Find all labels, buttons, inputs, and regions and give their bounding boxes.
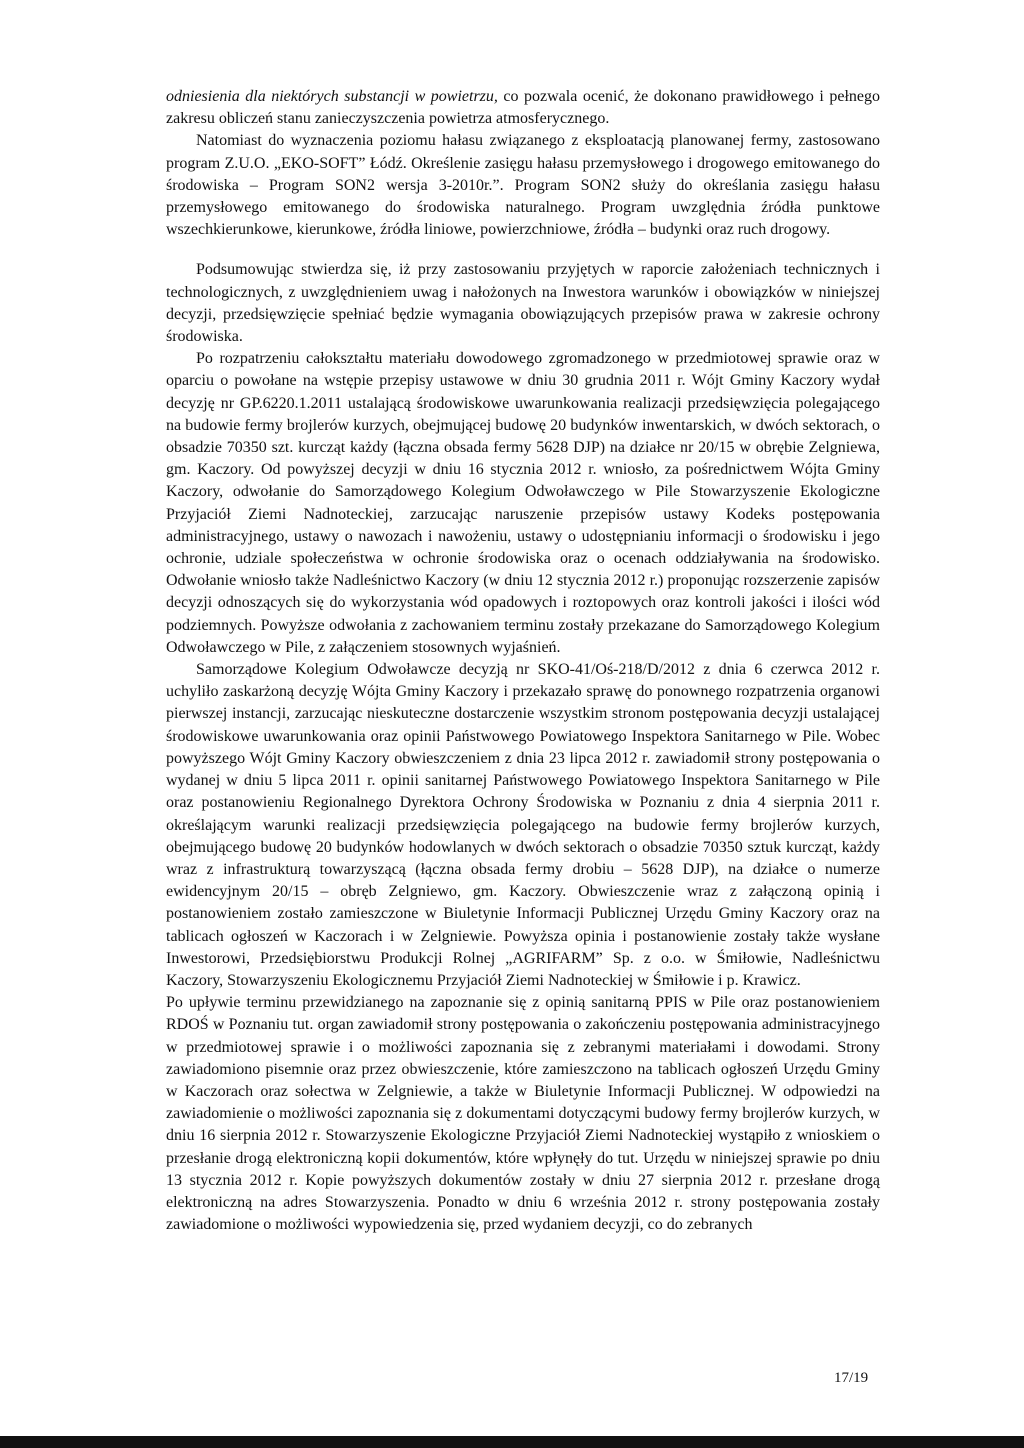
paragraph-decision-appeal: Po rozpatrzeniu całokształtu materiału dowodowego zgromadzonego w przedmiotowej sprawie oraz w oparciu o powołane na wstępie przepisy ustawowe w dniu 30 grudnia 2011 r. Wójt Gminy Kaczory wydał decyzję nr GP.6220.1.2011 ustalającą środowiskowe uwarunkowania realizacji przedsięwzięcia polegającego na budowie fermy brojlerów kurzych, obejmującej budowę 20 budynków inwentarskich, w dwóch sektorach, o obsadzie 70350 szt. kurcząt każdy (łączna obsada fermy 5628 DJP) na działce nr 20/15 w obrębie Zelgniewa, gm. Kaczory. Od powyższej decyzji w dniu 16 stycznia 2012 r. wniosło, za pośrednictwem Wójta Gminy Kaczory, odwołanie do Samorządowego Kolegium Odwoławczego w Pile Stowarzyszenie Ekologiczne Przyjaciół Ziemi Nadnoteckiej, zarzucając naruszenie przepisów ustawy Kodeks postępowania administracyjnego, ustawy o nawozach i nawożeniu, ustawy o udostępnianiu informacji o środowisku i jego ochronie, udziale społeczeństwa w ochronie środowiska oraz o ocenach oddziaływania na środowisko. Odwołanie wniosło także Nadleśnictwo Kaczory (w dniu 12 stycznia 2012 r.) proponując rozszerzenie zapisów decyzji odnoszących się do wykorzystania wód opadowych i roztopowych oraz kontroli jakości i ilości wód podziemnych. Powyższe odwołania z zachowaniem terminu zostały przekazane do Samorządowego Kolegium Odwoławczego w Pile, z załączeniem stosownych wyjaśnień. (166, 350, 880, 656)
italic-lead-text: odniesienia dla niektórych substancji w powietrzu, (166, 88, 498, 105)
paragraph-text: co pozwala ocenić, że dokonano prawidłowego i pełnego zakresu obliczeń stanu zanieczyszczenia powietrza atmosferycznego. (166, 88, 880, 128)
page-number: 17/19 (834, 1370, 869, 1386)
document-body (166, 86, 880, 1236)
paragraph-sko-decision: Samorządowe Kolegium Odwoławcze decyzją nr SKO-41/Oś-218/D/2012 z dnia 6 czerwca 2012 r. uchyliło zaskarżoną decyzję Wójta Gminy Kaczory i przekazało sprawę do ponownego rozpatrzenia organowi pierwszej instancji, zarzucając nieskuteczne dostarczenie wszystkim stronom postępowania decyzji ustalającej środowiskowe uwarunkowania oraz opinii Państwowego Powiatowego Inspektora Sanitarnego w Pile. Wobec powyższego Wójt Gminy Kaczory obwieszczeniem z dnia 23 lipca 2012 r. zawiadomił strony postępowania o wydanej w dniu 5 lipca 2011 r. opinii sanitarnej Państwowego Powiatowego Inspektora Sanitarnego w Pile oraz postanowieniu Regionalnego Dyrektora Ochrony Środowiska w Poznaniu z dnia 4 sierpnia 2011 r. określającym warunki realizacji przedsięwzięcia polegającego na budowie fermy brojlerów kurzych, obejmującego budowę 20 budynków hodowlanych w dwóch sektorach o obsadzie 70350 sztuk kurcząt, każdy wraz z infrastrukturą towarzyszącą (łączna obsada fermy drobiu – 5628 DJP), na działce o numerze ewidencyjnym 20/15 – obręb Zelgniewo, gm. Kaczory. Obwieszczenie wraz z załączoną opinią i postanowieniem zostało zamieszczone w Biuletynie Informacji Publicznej Urzędu Gminy Kaczory oraz na tablicach ogłoszeń w Kaczorach i w Zelgniewie. Powyższa opinia i postanowienie zostały także wysłane Inwestorowi, Przedsiębiorstwu Produkcji Rolnej „AGRIFARM” Sp. z o.o. w Śmiłowie, Nadleśnictwu Kaczory, Stowarzyszeniu Ekologicznemu Przyjaciół Ziemi Nadnoteckiej w Śmiłowie i p. Krawicz. (166, 661, 880, 989)
scan-border (0, 1436, 1024, 1448)
paragraph-summary: Podsumowując stwierdza się, iż przy zastosowaniu przyjętych w raporcie założeniach technicznych i technologicznych, z uwzględnieniem uwag i nałożonych na Inwestora warunków i obowiązków w niniejszej decyzji, przedsięwzięcie spełniać będzie wymagania obowiązujących przepisów prawa w zakresie ochrony środowiska. (166, 261, 880, 346)
paragraph-air-emissions (166, 86, 880, 130)
paragraph-notification: Po upływie terminu przewidzianego na zapoznanie się z opinią sanitarną PPIS w Pile oraz postanowieniem RDOŚ w Poznaniu tut. organ zawiadomił strony postępowania o zakończeniu postępowania administracyjnego w przedmiotowej sprawie i o możliwości zapoznania się z zebranymi materiałami i dowodami. Strony zawiadomiono pisemnie oraz przez obwieszczenie, które zamieszczono na tablicach ogłoszeń Urzędu Gminy w Kaczorach oraz sołectwa w Zelgniewie, a także w Biuletynie Informacji Publicznej. W odpowiedzi na zawiadomienie o możliwości zapoznania się z dokumentami dotyczącymi budowy fermy brojlerów kurzych, w dniu 16 sierpnia 2012 r. Stowarzyszenie Ekologiczne Przyjaciół Ziemi Nadnoteckiej wystąpiło z wnioskiem o przesłanie drogą elektroniczną kopii dokumentów, które wpłynęły do tut. Urzędu w niniejszej sprawie po dniu 13 stycznia 2012 r. Kopie powyższych dokumentów zostały w dniu 27 sierpnia 2012 r. przesłane drogą elektroniczną na adres Stowarzyszenia. Ponadto w dniu 6 września 2012 r. strony postępowania zostały zawiadomione o możliwości wypowiedzenia się, przed wydaniem decyzji, co do zebranych (166, 994, 880, 1234)
paragraph-noise-program: Natomiast do wyznaczenia poziomu hałasu związanego z eksploatacją planowanej fermy, zastosowano program Z.U.O. „EKO-SOFT” Łódź. Określenie zasięgu hałasu przemysłowego i drogowego emitowanego do środowiska – Program SON2 wersja 3-2010r.”. Program SON2 służy do określania zasięgu hałasu przemysłowego emitowanego do środowiska naturalnego. Program uwzględnia źródła punktowe wszechkierunkowe, kierunkowe, źródła liniowe, powierzchniowe, źródła – budynki oraz ruch drogowy. (166, 132, 880, 239)
